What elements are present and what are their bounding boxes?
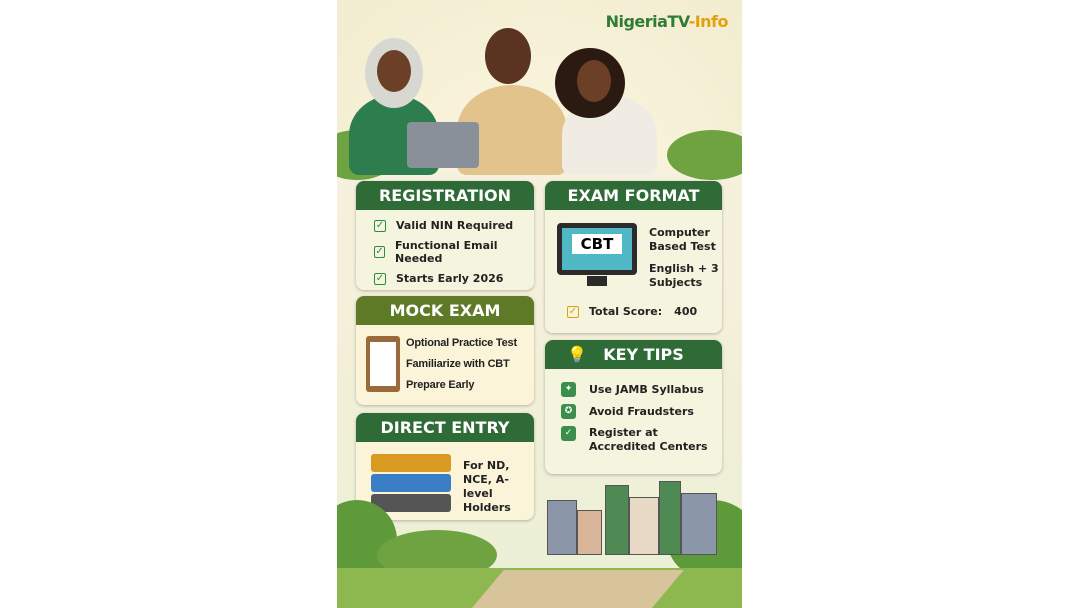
registration-item: Starts Early 2026 xyxy=(396,272,504,285)
direct-entry-line: For ND, xyxy=(463,459,510,472)
mock-item: Familiarize with CBT xyxy=(406,358,510,370)
score-label: Total Score: xyxy=(589,305,663,318)
check-icon: ✓ xyxy=(375,219,385,231)
direct-entry-line: Holders xyxy=(463,501,511,514)
tip-item: Use JAMB Syllabus xyxy=(589,383,704,396)
format-line: Based Test xyxy=(649,240,716,253)
computer-monitor-icon xyxy=(557,223,637,275)
students-illustration xyxy=(337,0,742,172)
mock-item: Optional Practice Test xyxy=(406,337,517,349)
infographic-poster xyxy=(337,0,742,608)
tip-item: Register at Accredited Centers xyxy=(589,426,708,453)
exam-format-title: EXAM FORMAT xyxy=(545,181,722,210)
mock-exam-card xyxy=(356,296,534,405)
check-icon: ✓ xyxy=(375,246,384,257)
check-badge-icon: ✓ xyxy=(561,426,576,441)
shield-icon: ✪ xyxy=(561,404,576,419)
check-icon: ✓ xyxy=(568,305,578,317)
exam-format-card xyxy=(545,181,722,333)
clipboard-icon xyxy=(366,336,400,392)
direct-entry-title: DIRECT ENTRY xyxy=(356,413,534,442)
registration-item: Functional Email Needed xyxy=(395,239,498,265)
direct-entry-line: NCE, A-level xyxy=(463,473,509,500)
registration-item: Valid NIN Required xyxy=(396,219,514,232)
tip-item: Avoid Fraudsters xyxy=(589,405,694,418)
laptop-icon xyxy=(407,122,479,168)
format-line: Computer xyxy=(649,226,710,239)
landscape-illustration xyxy=(337,480,742,608)
key-tips-card xyxy=(545,340,722,474)
subject-line: English + 3 xyxy=(649,262,719,275)
logo: NigeriaTV-Info xyxy=(605,12,728,31)
cbt-screen-label: CBT xyxy=(572,234,622,254)
key-tips-title: 💡 KEY TIPS xyxy=(545,340,722,369)
mock-item: Prepare Early xyxy=(406,379,475,391)
registration-card xyxy=(356,181,534,290)
brain-icon: ✦ xyxy=(561,382,576,397)
score-value: 400 xyxy=(674,305,698,318)
registration-title: REGISTRATION xyxy=(356,181,534,210)
mock-exam-title: MOCK EXAM xyxy=(356,296,534,325)
lightbulb-icon: 💡 xyxy=(567,345,587,364)
check-icon: ✓ xyxy=(375,272,385,284)
subject-line: Subjects xyxy=(649,276,703,289)
